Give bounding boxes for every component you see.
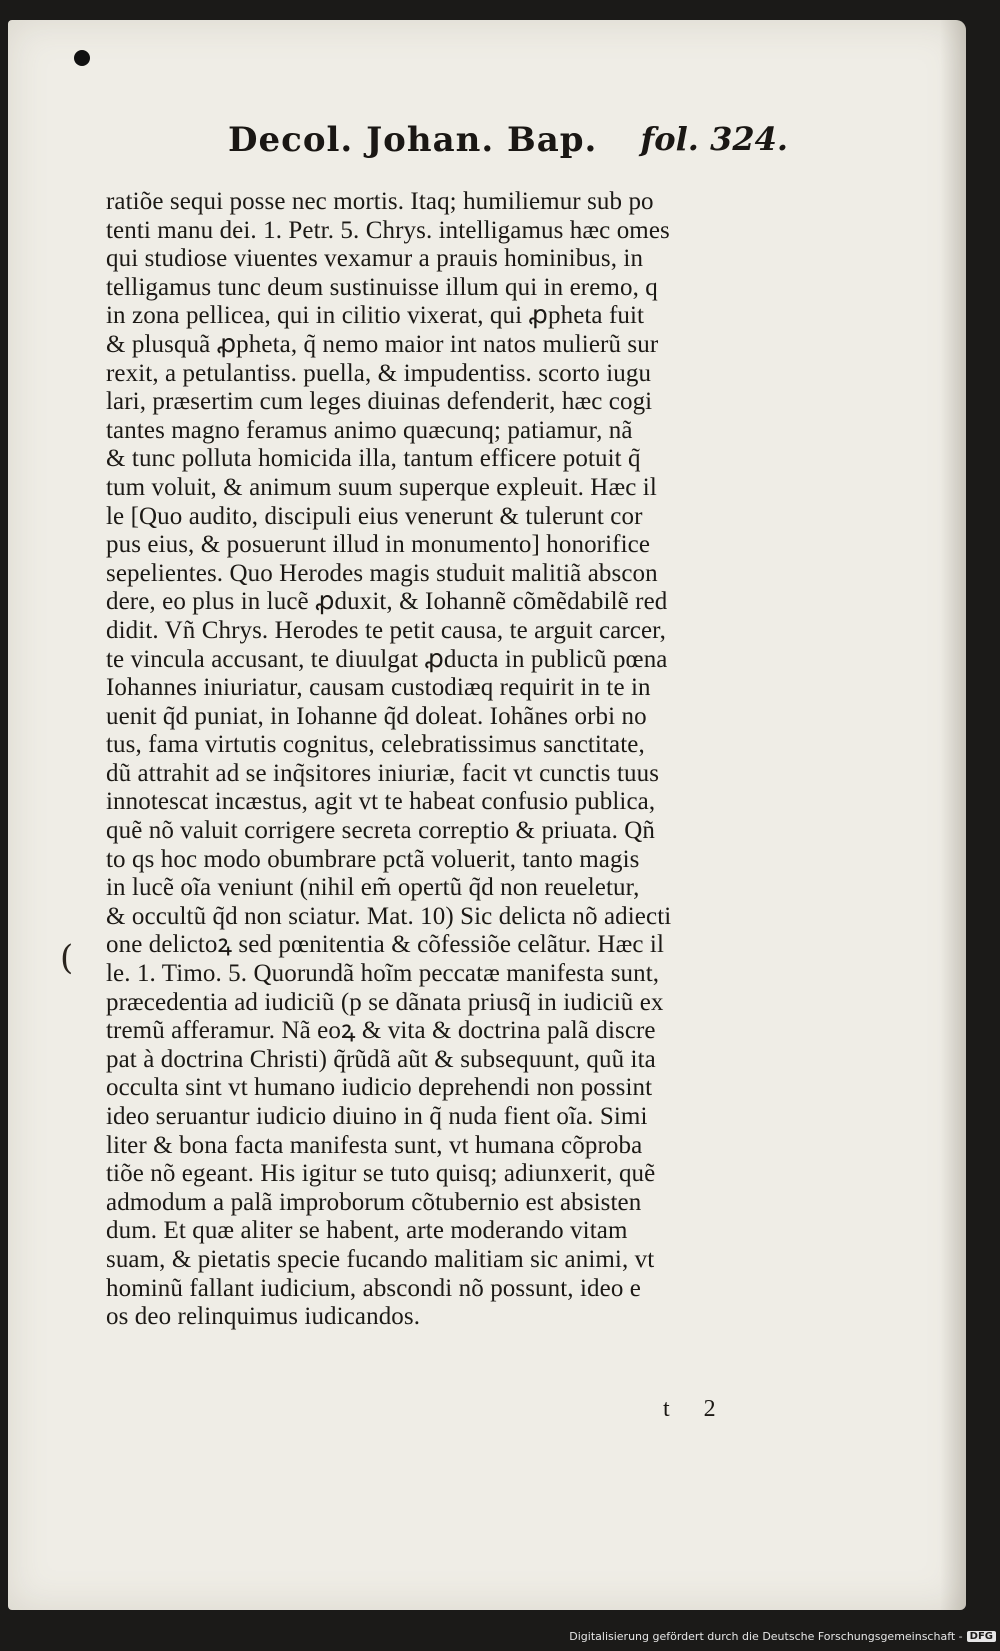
text-line: hominũ fallant iudicium, abscondi nõ possunt, ideo e bbox=[106, 1274, 641, 1302]
text-line: telligamus tunc deum sustinuisse illum qui in eremo, q bbox=[106, 273, 658, 301]
text-line: tus, fama virtutis cognitus, celebratissimus sanctitate, bbox=[106, 731, 645, 759]
book-page bbox=[8, 20, 966, 1610]
text-line: admodum a palã improborum cõtubernio est absisten bbox=[106, 1188, 642, 1216]
text-line: Iohannes iniuriatur, causam custodiæq requirit in te in bbox=[106, 674, 651, 702]
text-line: tum voluit, & animum suum superque expleuit. Hæc il bbox=[106, 473, 657, 501]
dfg-logo: DFG bbox=[967, 1631, 996, 1642]
text-line: rexit, a petulantiss. puella, & impudentiss. scorto iugu bbox=[106, 359, 652, 387]
text-line: one delictoꝝ sed pœnitentia & cõfessiõe celãtur. Hæc il bbox=[106, 931, 664, 959]
binding-hole bbox=[74, 50, 90, 66]
text-line: le. 1. Timo. 5. Quorundã hoĩm peccatæ manifesta sunt, bbox=[106, 960, 660, 988]
text-line: qui studiose viuentes vexamur a prauis hominibus, in bbox=[106, 245, 644, 273]
text-line: ratiõe sequi posse nec mortis. Itaq; humiliemur sub po bbox=[106, 188, 654, 215]
text-line: os deo relinquimus iudicandos. bbox=[106, 1303, 421, 1331]
text-line: in zona pellicea, qui in cilitio vixerat, qui ꝓpheta fuit bbox=[106, 302, 645, 330]
text-line: te vincula accusant, te diuulgat ꝓducta in publicũ pœna bbox=[106, 645, 668, 673]
text-line: to qs hoc modo obumbrare pctã voluerit, tanto magis bbox=[106, 845, 640, 873]
text-line: tenti manu dei. 1. Petr. 5. Chrys. intelligamus hæc omes bbox=[106, 216, 670, 244]
page-header bbox=[228, 120, 788, 172]
text-line: occulta sint vt humano iudicio deprehendi non possint bbox=[106, 1074, 653, 1102]
text-line: dũ attrahit ad se inq̃sitores iniuriæ, facit vt cunctis tuus bbox=[106, 759, 660, 787]
margin-mark: ( bbox=[60, 938, 74, 978]
footer-credit: Digitalisierung gefördert durch die Deutsche Forschungsgemeinschaft - bbox=[569, 1629, 963, 1643]
text-line: ideo seruantur iudicio diuino in q̃ nuda fient oĩa. Simi bbox=[106, 1103, 648, 1130]
text-line: liter & bona facta manifesta sunt, vt humana cõproba bbox=[106, 1131, 643, 1159]
page-edge-shadow bbox=[940, 20, 966, 1610]
text-line: & plusquã ꝓpheta, q̃ nemo maior int natos mulierũ sur bbox=[106, 330, 659, 358]
text-line: quẽ nõ valuit corrigere secreta correptio & priuata. Qñ bbox=[106, 817, 656, 845]
text-line: le [Quo audito, discipuli eius venerunt & tulerunt cor bbox=[106, 502, 643, 530]
body-text bbox=[106, 188, 786, 1332]
text-line: præcedentia ad iudiciũ (p se dãnata priusq̃ in iudiciũ ex bbox=[106, 988, 664, 1016]
text-line: tremũ afferamur. Nã eoꝝ & vita & doctrina palã discre bbox=[106, 1017, 656, 1045]
text-line: tantes magno feramus animo quæcunq; patiamur, nã bbox=[106, 416, 633, 444]
digitization-footer bbox=[569, 1627, 996, 1645]
text-line: innotescat incæstus, agit vt te habeat confusio publica, bbox=[106, 788, 656, 816]
running-head: Decol. Johan. Bap. bbox=[228, 120, 598, 160]
text-line: & tunc polluta homicida illa, tantum efficere potuit q̃ bbox=[106, 445, 641, 473]
text-line: uenit q̃d puniat, in Iohanne q̃d doleat. Iohãnes orbi no bbox=[106, 702, 647, 730]
text-line: dere, eo plus in lucẽ ꝓduxit, & Iohannẽ cõmẽdabilẽ red bbox=[106, 588, 668, 616]
text-line: tiõe nõ egeant. His igitur se tuto quisq; adiunxerit, quẽ bbox=[106, 1160, 656, 1188]
text-line: & occultũ q̃d non sciatur. Mat. 10) Sic delicta nõ adiecti bbox=[106, 902, 672, 930]
text-line: lari, præsertim cum leges diuinas defenderit, hæc cogi bbox=[106, 388, 653, 416]
text-line: sepelientes. Quo Herodes magis studuit malitiã abscon bbox=[106, 559, 658, 587]
text-line: didit. Vñ Chrys. Herodes te petit causa, te arguit carcer, bbox=[106, 616, 666, 644]
folio-number: fol. 324. bbox=[640, 120, 788, 158]
text-line: in lucẽ oĩa veniunt (nihil em̃ opertũ q̃d non reueletur, bbox=[106, 874, 640, 902]
text-line: pus eius, & posuerunt illud in monumento] honorifice bbox=[106, 531, 651, 559]
text-line: dum. Et quæ aliter se habent, arte moderando vitam bbox=[106, 1217, 628, 1245]
text-line: suam, & pietatis specie fucando malitiam sic animi, vt bbox=[106, 1245, 655, 1273]
signature-mark: t 2 bbox=[663, 1396, 730, 1422]
text-line: pat à doctrina Christi) q̃rũdã aũt & subsequunt, quũ ita bbox=[106, 1045, 656, 1073]
